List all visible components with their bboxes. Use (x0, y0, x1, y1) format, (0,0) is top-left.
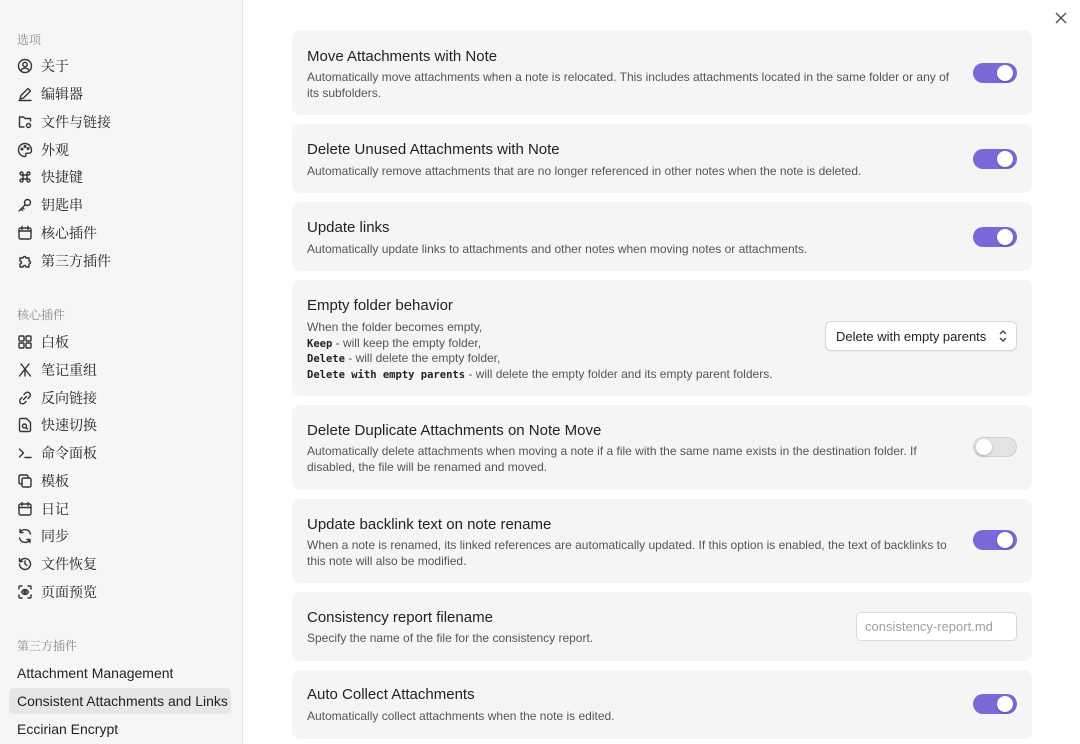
desc-line-parents (307, 366, 827, 382)
desc-line-intro: When the folder becomes empty, (307, 320, 483, 334)
setting-update-links (292, 202, 1032, 271)
sidebar-item-canvas[interactable] (9, 329, 231, 355)
sidebar-item-label: 日记 (41, 501, 69, 517)
sidebar-item-attachment-management[interactable] (9, 660, 231, 686)
setting-name: Update links (307, 219, 390, 236)
sidebar-item-label: 第三方插件 (41, 253, 111, 269)
setting-delete-duplicate (292, 405, 1032, 490)
setting-description: Specify the name of the file for the consistency report. (307, 631, 594, 645)
toggle-knob (997, 229, 1013, 245)
setting-name: Auto Collect Attachments (307, 686, 475, 703)
puzzle-icon (17, 253, 33, 269)
sidebar-item-label: 编辑器 (41, 86, 83, 102)
command-icon (17, 169, 33, 185)
sidebar-item-label: 文件恢复 (41, 556, 97, 572)
preview-icon (17, 584, 33, 600)
code-delete: Delete (307, 353, 345, 365)
setting-description: When a note is renamed, its linked references are automatically updated. If this option is enabled, the text of backlinks to this note will also be modified. (307, 538, 947, 568)
copy-icon (17, 473, 33, 489)
sidebar-item-label: 笔记重组 (41, 362, 97, 378)
delete-text: - will delete the empty folder, (344, 351, 501, 365)
sidebar-item-files-links[interactable] (9, 109, 231, 135)
file-search-icon (17, 417, 33, 433)
setting-delete-unused (292, 124, 1032, 193)
history-icon (17, 556, 33, 572)
sidebar-item-keychain[interactable] (9, 192, 231, 218)
setting-description: Automatically collect attachments when the note is edited. (307, 709, 615, 723)
setting-backlink-text (292, 499, 1032, 583)
pen-icon (17, 86, 33, 102)
setting-description: Automatically move attachments when a note is relocated. This includes attachments located in the same folder or any of its subfolders. (307, 70, 950, 100)
close-icon (1052, 9, 1070, 27)
sidebar-item-backlinks[interactable] (9, 385, 231, 411)
setting-name: Consistency report filename (307, 609, 493, 626)
folder-cog-icon (17, 114, 33, 130)
sidebar-item-label: 模板 (41, 473, 69, 489)
sidebar-item-label: 文件与链接 (41, 114, 111, 130)
setting-empty-folder-behavior (292, 280, 1032, 396)
sidebar-item-core-plugins[interactable] (9, 220, 231, 246)
sidebar-item-hotkeys[interactable] (9, 164, 231, 190)
close-button[interactable] (1052, 9, 1070, 27)
canvas-icon (17, 334, 33, 350)
update-links-toggle[interactable] (973, 227, 1017, 247)
toggle-knob (997, 151, 1013, 167)
backlink-text-toggle[interactable] (973, 530, 1017, 550)
setting-name: Update backlink text on note rename (307, 516, 552, 533)
code-keep: Keep (307, 337, 333, 350)
sidebar-item-label: 白板 (41, 334, 69, 350)
sync-icon (17, 528, 33, 544)
chevron-updown-icon (997, 329, 1009, 343)
delete-duplicate-toggle[interactable] (973, 437, 1017, 457)
sidebar-item-label: Eccirian Encrypt (17, 721, 119, 737)
calendar-icon (17, 501, 33, 517)
code-delete-with-parents: Delete with empty parents (307, 368, 466, 381)
sidebar-item-file-recovery[interactable] (9, 551, 231, 577)
setting-report-filename (292, 592, 1032, 661)
user-circle-icon (17, 58, 33, 74)
sidebar-item-label: 核心插件 (41, 225, 97, 241)
sidebar-item-label: 钥匙串 (41, 197, 83, 213)
keep-text: - will keep the empty folder, (332, 335, 482, 350)
sidebar-item-label: 快速切换 (41, 417, 97, 433)
setting-move-attachments (292, 30, 1032, 115)
key-icon (17, 197, 33, 213)
sidebar-item-appearance[interactable] (9, 137, 231, 163)
sidebar-item-page-preview[interactable] (9, 579, 231, 605)
sidebar-item-consistent-attachments[interactable] (9, 688, 231, 714)
setting-name: Move Attachments with Note (307, 48, 498, 65)
sidebar-item-label: 关于 (41, 58, 69, 74)
sidebar-item-eccirian-encrypt[interactable] (9, 716, 231, 742)
sidebar-item-about[interactable] (9, 53, 231, 79)
sidebar-item-label: Consistent Attachments and Links (17, 693, 228, 709)
sidebar-item-note-composer[interactable] (9, 357, 231, 383)
setting-name: Empty folder behavior (307, 297, 453, 314)
setting-description (307, 319, 827, 381)
toggle-knob (997, 532, 1013, 548)
settings-sidebar (0, 0, 243, 744)
empty-folder-select[interactable] (825, 321, 1017, 351)
section-title-core-plugins: 核心插件 (17, 308, 66, 322)
sidebar-item-third-party-plugins[interactable] (9, 248, 231, 274)
sidebar-item-label: 外观 (41, 142, 69, 158)
desc-line-keep (307, 335, 827, 351)
setting-name: Delete Unused Attachments with Note (307, 141, 560, 158)
palette-icon (17, 142, 33, 158)
setting-description: Automatically update links to attachments and other notes when moving notes or attachments. (307, 242, 808, 256)
sidebar-item-label: 反向链接 (41, 390, 97, 406)
sidebar-item-label: 命令面板 (41, 445, 97, 461)
move-attachments-toggle[interactable] (973, 63, 1017, 83)
section-title-third-party: 第三方插件 (17, 639, 78, 653)
section-title-options: 选项 (17, 33, 42, 47)
report-filename-input[interactable] (856, 612, 1017, 641)
sidebar-item-command-palette[interactable] (9, 440, 231, 466)
toggle-knob (976, 439, 992, 455)
terminal-icon (17, 445, 33, 461)
parents-text: - will delete the empty folder and its empty parent folders. (465, 366, 773, 381)
setting-description: Automatically delete attachments when moving a note if a file with the same name exists in the destination folder. If disabled, the file will be renamed and moved. (307, 444, 917, 474)
sidebar-item-sync[interactable] (9, 523, 231, 549)
sidebar-item-label: 页面预览 (41, 584, 97, 600)
delete-unused-toggle[interactable] (973, 149, 1017, 169)
sidebar-item-label: Attachment Management (17, 665, 174, 681)
setting-auto-collect (292, 670, 1032, 739)
sidebar-item-label: 同步 (41, 528, 69, 544)
sidebar-item-label: 快捷键 (41, 169, 83, 185)
calendar-box-icon (17, 225, 33, 241)
merge-icon (17, 362, 33, 378)
desc-line-delete (307, 350, 827, 366)
setting-description: Automatically remove attachments that are no longer referenced in other notes when the note is deleted. (307, 164, 862, 178)
toggle-knob (997, 696, 1013, 712)
toggle-knob (997, 65, 1013, 81)
sidebar-item-quick-switcher[interactable] (9, 412, 231, 438)
sidebar-item-editor[interactable] (9, 81, 231, 107)
auto-collect-toggle[interactable] (973, 694, 1017, 714)
link-icon (17, 390, 33, 406)
sidebar-item-templates[interactable] (9, 468, 231, 494)
setting-name: Delete Duplicate Attachments on Note Move (307, 422, 602, 439)
select-value: Delete with empty parents (836, 328, 987, 344)
sidebar-item-daily-notes[interactable] (9, 496, 231, 522)
